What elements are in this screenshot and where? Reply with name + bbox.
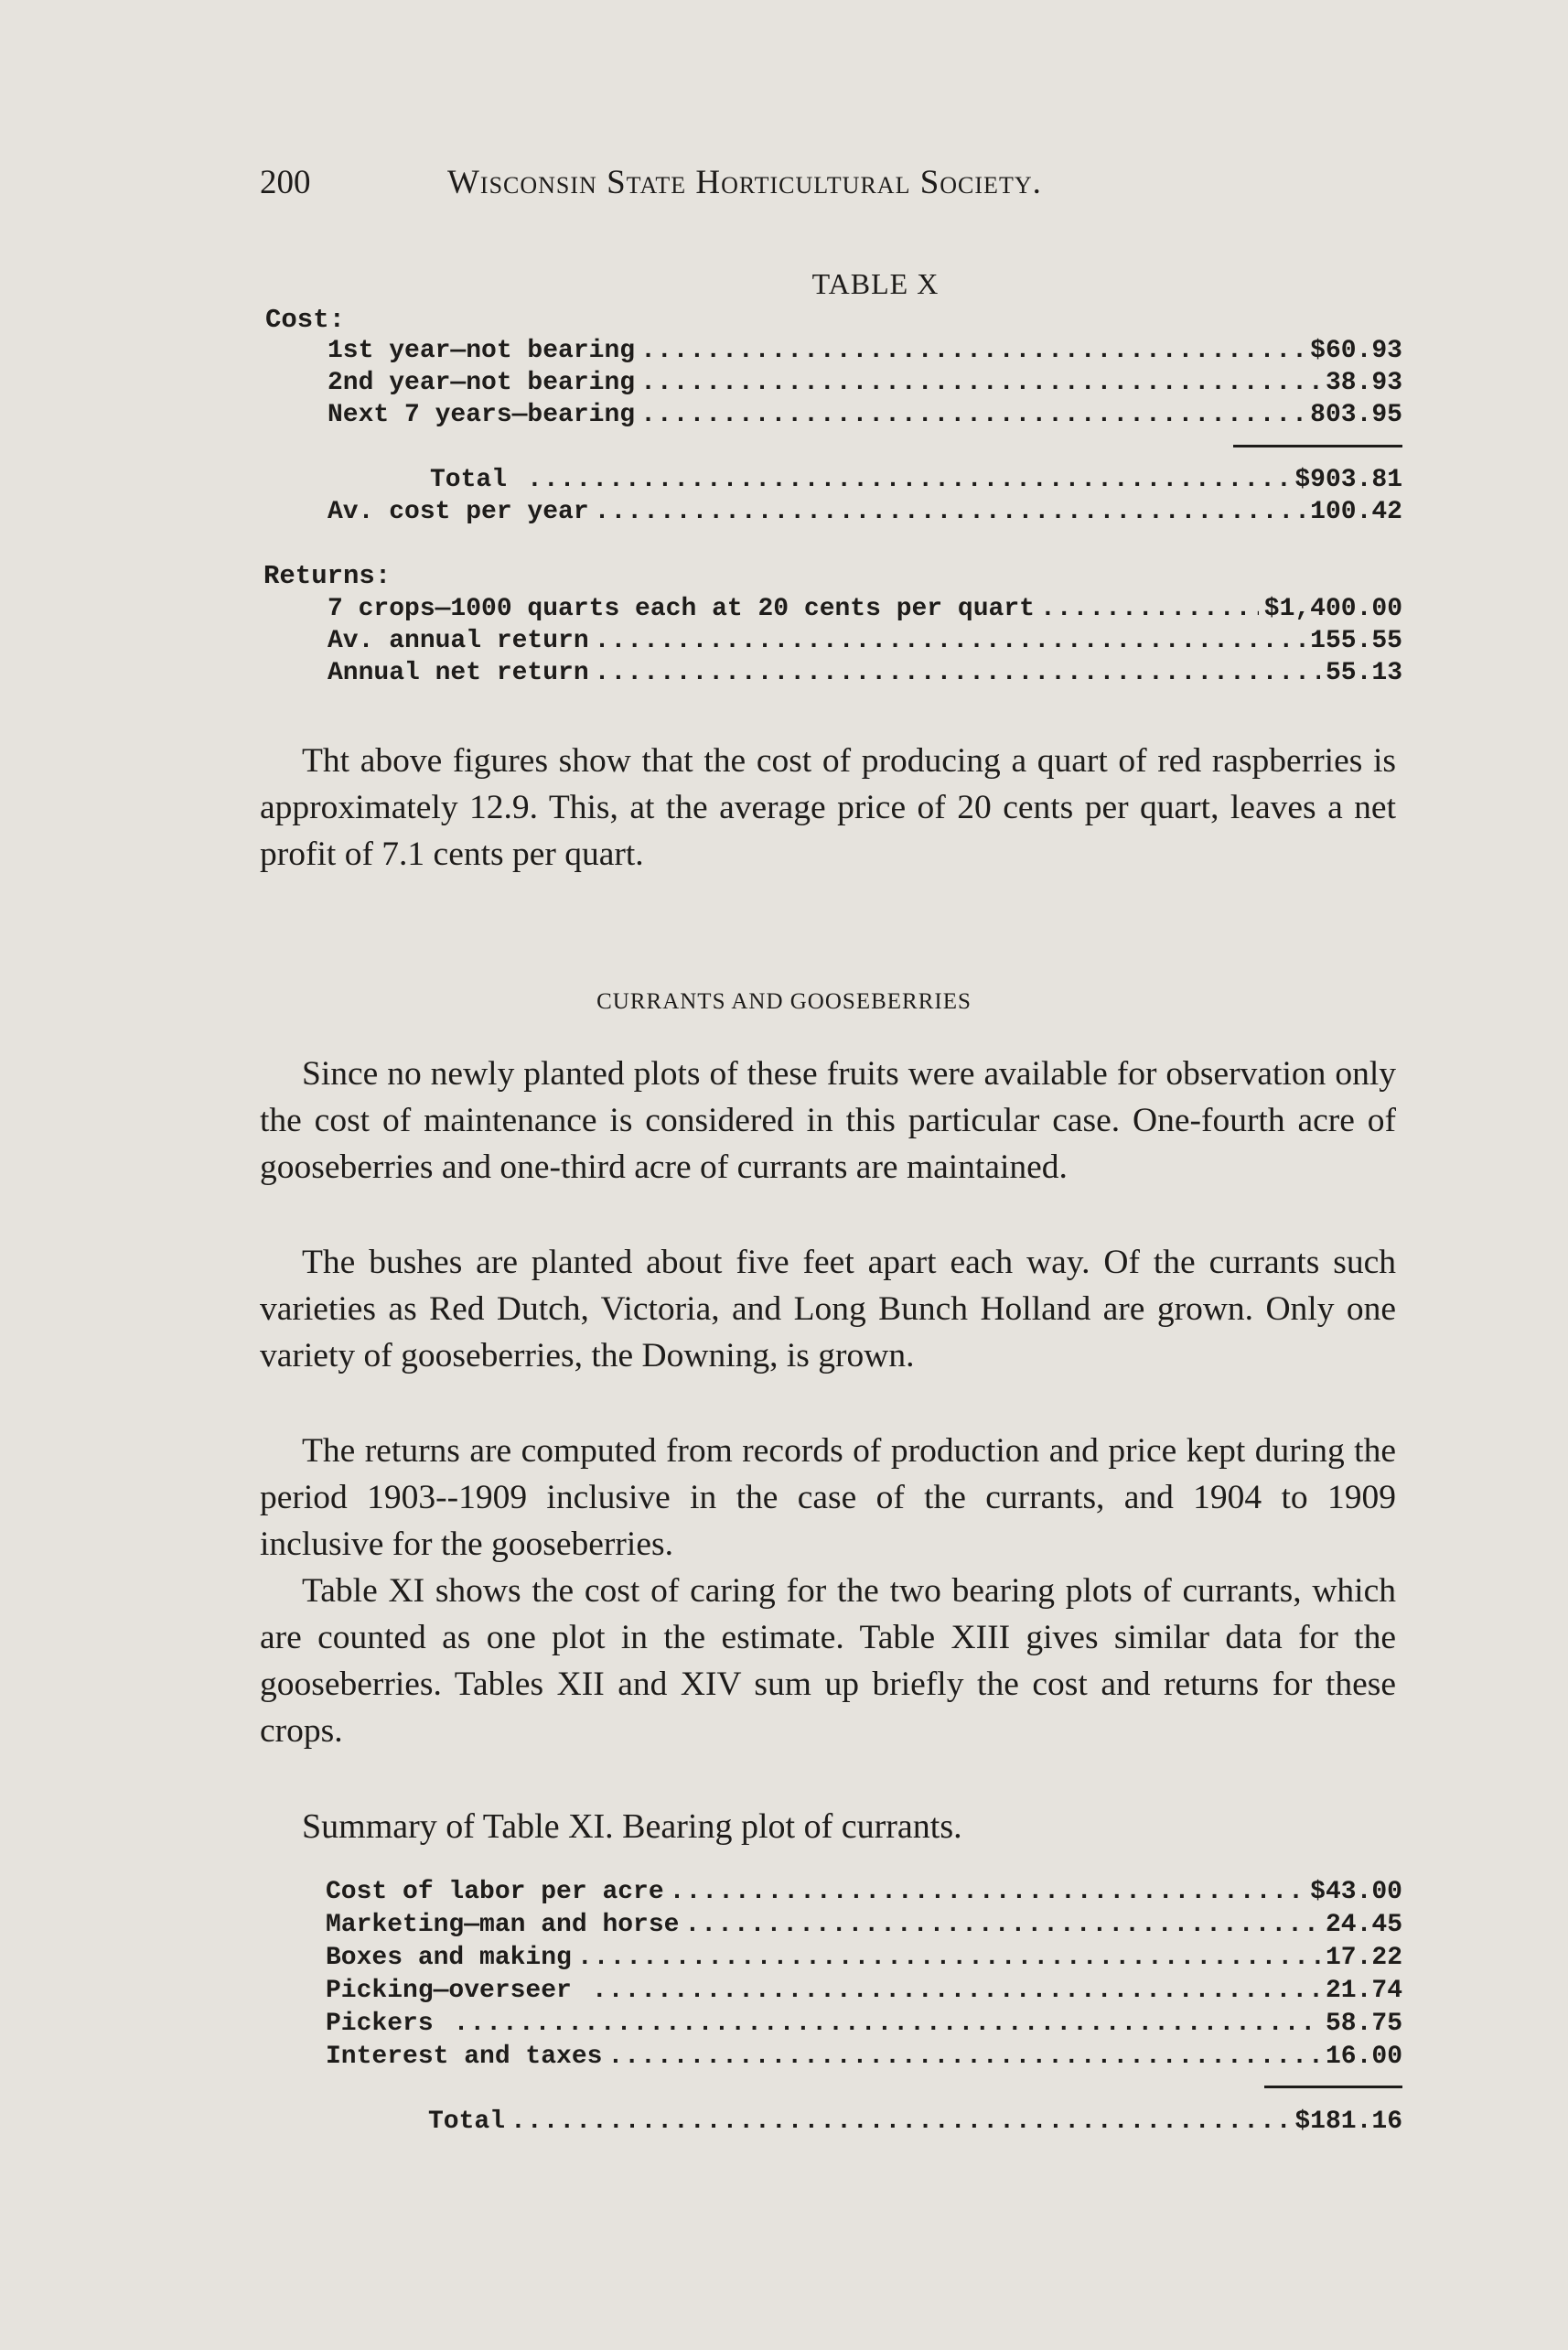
leader-dots xyxy=(595,498,1305,526)
row-label: Interest and taxes xyxy=(326,2043,603,2071)
table-row xyxy=(326,1977,1402,2010)
paragraph-varieties: The bushes are planted about five feet apart each way. Of the currants such varieties as Red Dutch, Victoria, and Long Bunch Holland are grown. Only one variety of gooseberries, the Downing, is grown. xyxy=(260,1244,1396,1374)
leader-dots xyxy=(595,659,1320,687)
leader-dots xyxy=(577,1944,1320,1972)
table-row xyxy=(326,2010,1402,2043)
total-label: Total xyxy=(428,2107,506,2136)
table-total-row xyxy=(428,2107,1402,2140)
paragraph-returns: The returns are computed from records of production and price kept during the period 1903--1909 inclusive in the case of the currants, and 1904 to 1909 inclusive for the gooseberries. xyxy=(260,1432,1396,1563)
leader-dots xyxy=(640,369,1320,397)
total-value: $903.81 xyxy=(1294,466,1402,494)
row-value: 803.95 xyxy=(1310,401,1402,429)
table-x-title: TABLE X xyxy=(811,267,940,300)
sum-rule xyxy=(1264,2086,1402,2088)
row-value: 21.74 xyxy=(1325,1977,1402,2005)
table-row xyxy=(328,627,1402,660)
table-total-row xyxy=(430,466,1402,499)
row-label: Marketing—man and horse xyxy=(326,1911,680,1939)
row-label: 1st year—not bearing xyxy=(328,337,636,365)
section-heading: CURRANTS AND GOOSEBERRIES xyxy=(596,989,972,1014)
sum-rule xyxy=(1233,445,1402,447)
leader-dots xyxy=(640,401,1305,429)
row-value: 17.22 xyxy=(1325,1944,1402,1972)
total-value: $181.16 xyxy=(1294,2107,1402,2136)
row-value: 58.75 xyxy=(1325,2010,1402,2038)
leader-dots xyxy=(510,2107,1289,2136)
row-value: 38.93 xyxy=(1325,369,1402,397)
row-label: Next 7 years—bearing xyxy=(328,401,636,429)
row-label: Pickers xyxy=(326,2010,434,2038)
table-row xyxy=(328,369,1402,402)
paragraph-intro: Since no newly planted plots of these fruits were available for observation only the cost of maintenance is considered in this particular case. One-fourth acre of gooseberries and one-third acre of currants are maintained. xyxy=(260,1055,1396,1186)
book-title: Wisconsin State Horticultural Society. xyxy=(447,164,1042,201)
leader-dots xyxy=(640,337,1305,365)
row-label: 7 crops—1000 quarts each at 20 cents per quart xyxy=(328,595,1035,623)
total-label: Total xyxy=(430,466,508,494)
row-value: $60.93 xyxy=(1310,337,1402,365)
row-label: Av. annual return xyxy=(328,627,589,655)
table-row xyxy=(326,1878,1402,1911)
row-value: $1,400.00 xyxy=(1263,595,1402,623)
leader-dots xyxy=(1040,595,1259,623)
table-row xyxy=(326,2043,1402,2075)
leader-dots xyxy=(592,1977,1320,2005)
row-label: 2nd year—not bearing xyxy=(328,369,636,397)
leader-dots xyxy=(527,466,1289,494)
row-value: 55.13 xyxy=(1325,659,1402,687)
running-head xyxy=(260,163,1230,209)
returns-label: Returns: xyxy=(263,561,392,591)
row-value: 24.45 xyxy=(1325,1911,1402,1939)
row-label: Cost of labor per acre xyxy=(326,1878,664,1906)
summary-title: Summary of Table XI. Bearing plot of currants. xyxy=(302,1807,962,1846)
paragraph-raspberry-profit: Tht above figures show that the cost of producing a quart of red raspberries is approximately 12.9. This, at the average price of 20 cents per quart, leaves a net profit of 7.1 cents per quart. xyxy=(260,742,1396,873)
table-row xyxy=(326,1911,1402,1944)
row-value: $43.00 xyxy=(1310,1878,1402,1906)
leader-dots xyxy=(454,2010,1320,2038)
paragraph-tables: Table XI shows the cost of caring for the two bearing plots of currants, which are counted as one plot in the estimate. Table XIII gives similar data for the gooseberries. Tables XII and XIV sum up briefly the cost and returns for these crops. xyxy=(260,1572,1396,1750)
row-label: Annual net return xyxy=(328,659,589,687)
table-row xyxy=(328,401,1402,434)
row-value: 100.42 xyxy=(1310,498,1402,526)
table-row xyxy=(328,498,1402,531)
row-label: Av. cost per year xyxy=(328,498,589,526)
table-row xyxy=(326,1944,1402,1977)
table-row xyxy=(328,659,1402,692)
leader-dots xyxy=(684,1911,1320,1939)
table-row xyxy=(328,595,1402,628)
leader-dots xyxy=(607,2043,1320,2071)
row-value: 155.55 xyxy=(1310,627,1402,655)
cost-label: Cost: xyxy=(265,305,346,335)
leader-dots xyxy=(595,627,1305,655)
page-number: 200 xyxy=(260,164,311,201)
row-label: Boxes and making xyxy=(326,1944,572,1972)
leader-dots xyxy=(670,1878,1305,1906)
row-label: Picking—overseer xyxy=(326,1977,572,2005)
table-row xyxy=(328,337,1402,370)
row-value: 16.00 xyxy=(1325,2043,1402,2071)
